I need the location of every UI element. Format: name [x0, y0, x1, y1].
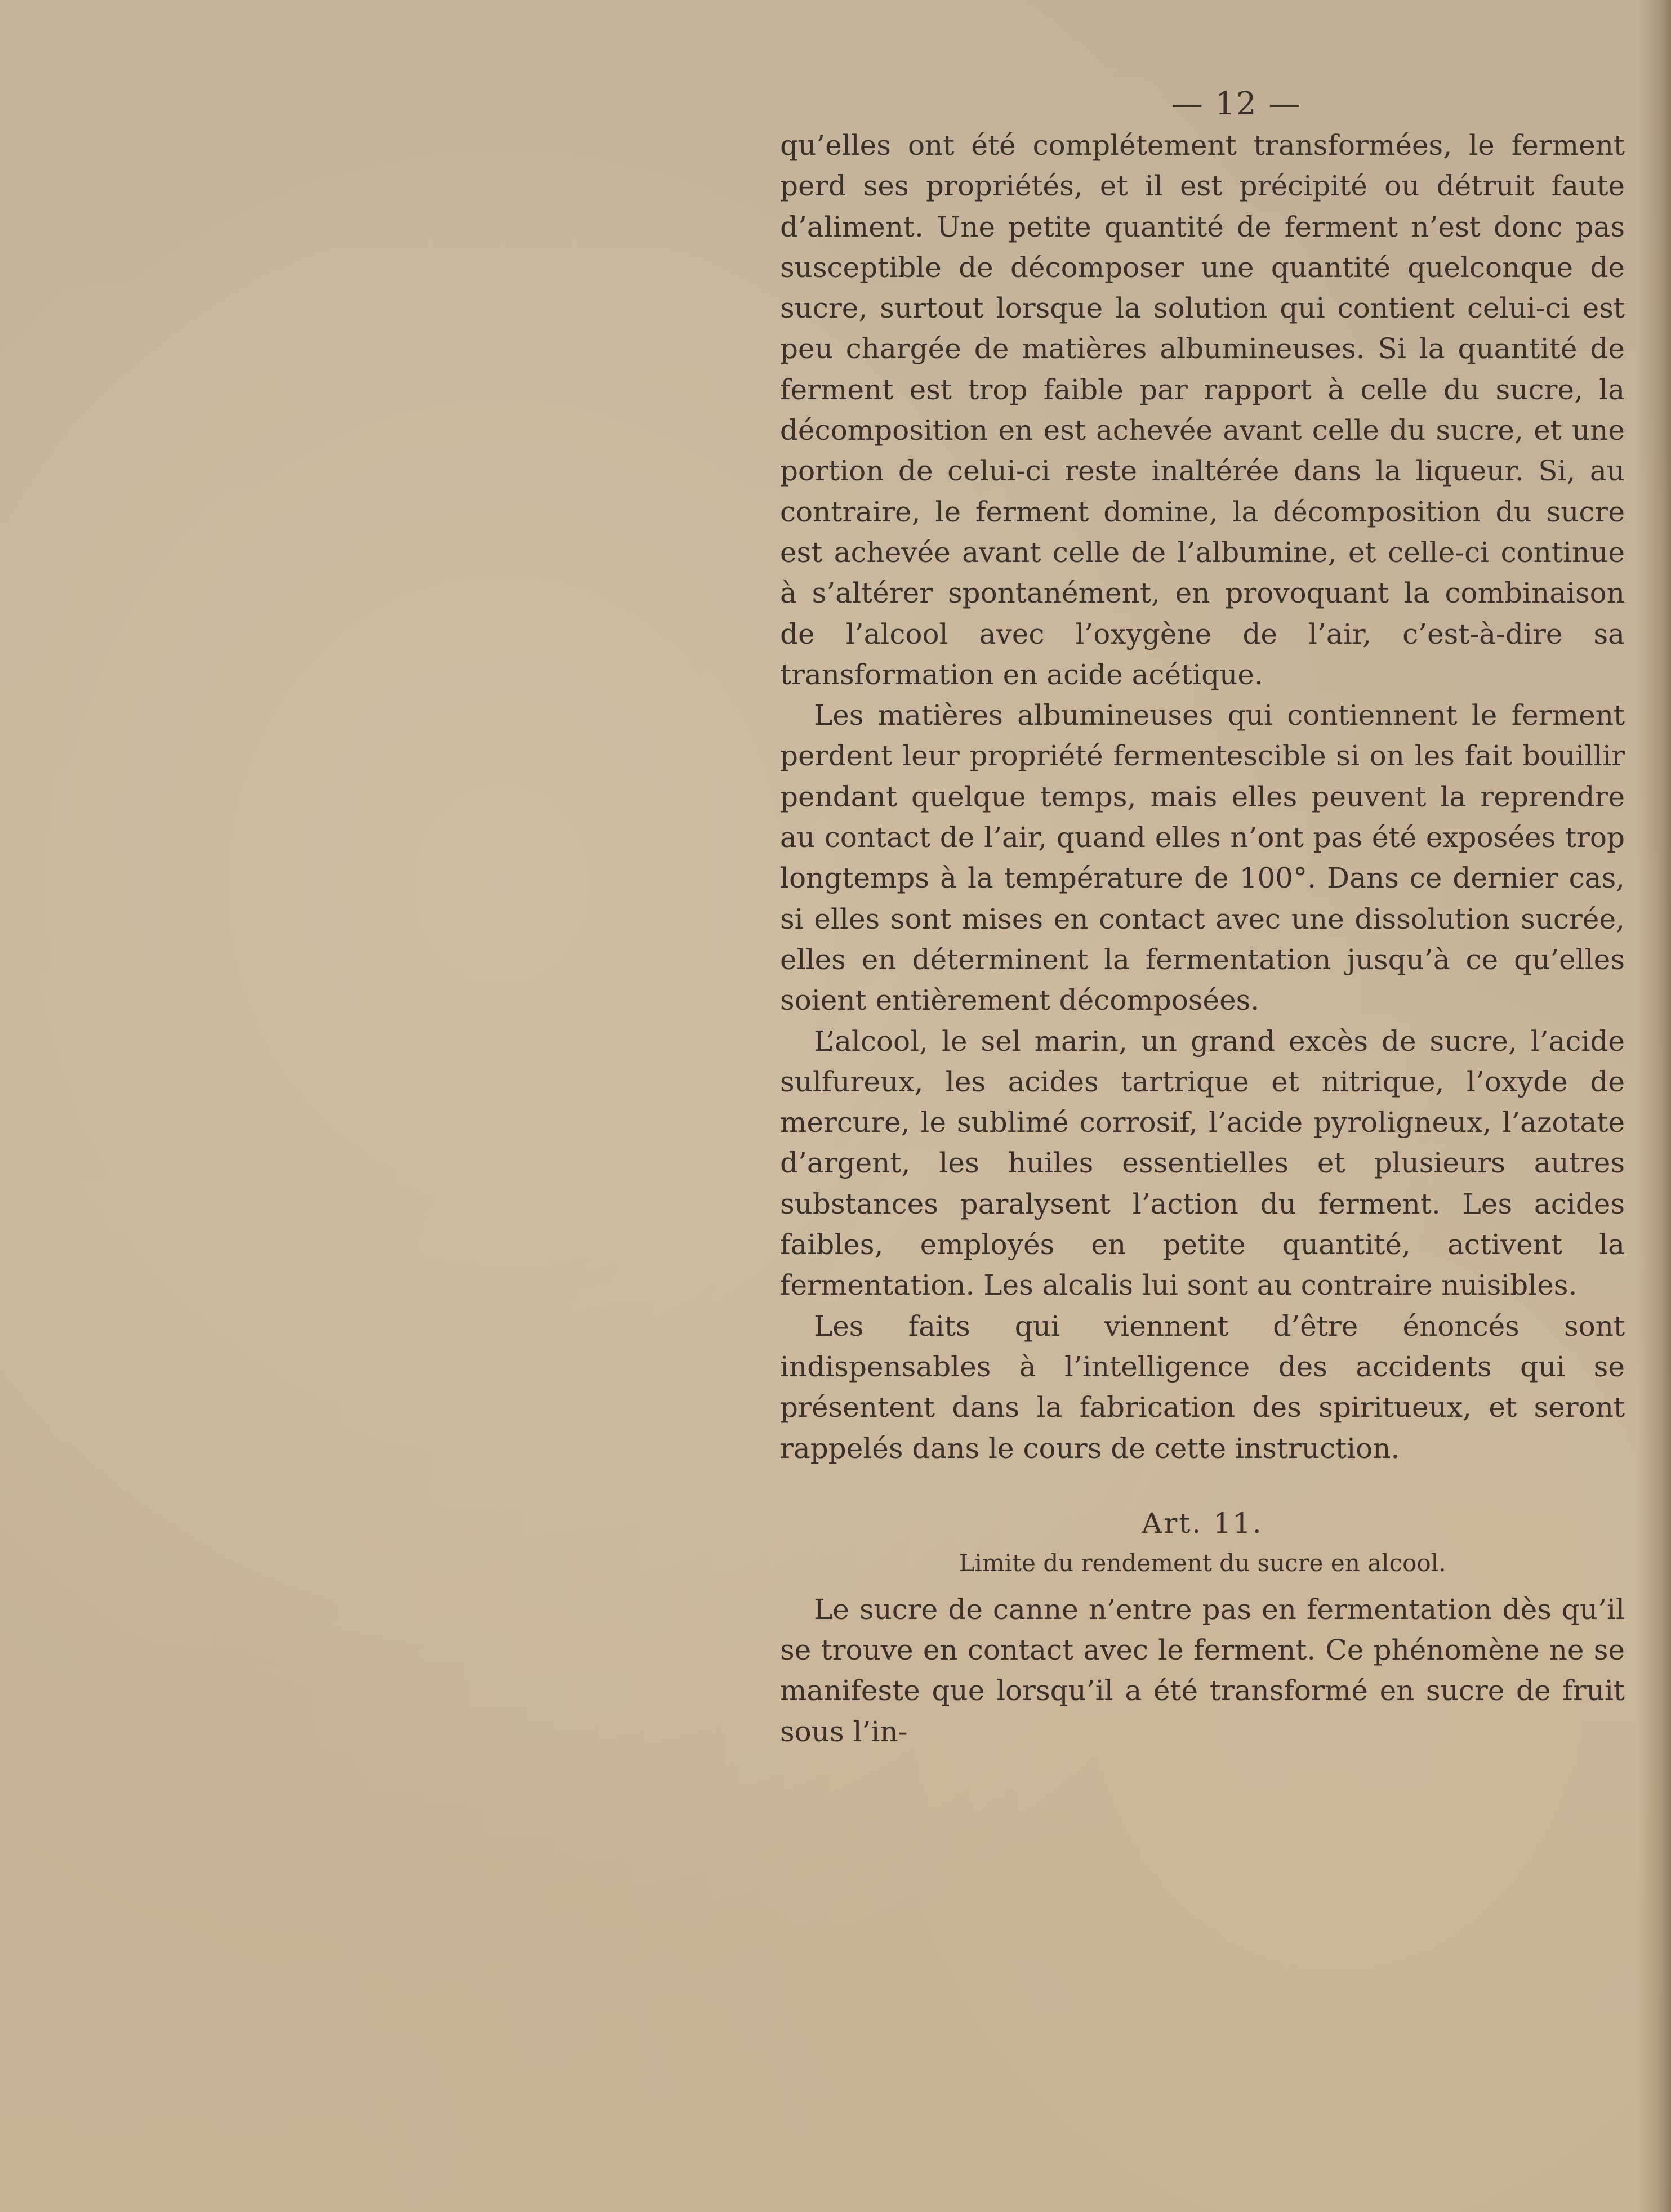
paragraph-inhibitors: L’alcool, le sel marin, un grand excès de sucre, l’acide sulfureux, les acides tartrique et nitrique, l’oxyde de mercure, le sublimé corrosif, l’acide pyroligneux, l’azotate d’argent, les huiles essentielles et plusieurs autres substances paralysent l’action du ferment. Les acides faibles, employés en petite quantité, activent la fermentation. Les alcalis lui sont au contraire nuisibles. — [780, 1024, 1625, 1302]
paragraph-article-body: Le sucre de canne n’entre pas en fermentation dès qu’il se trouve en contact avec le ferment. Ce phénomène ne se manifeste que lorsqu’il a été transformé en sucre de fruit sous l’in- — [780, 1593, 1625, 1748]
page-number: — 12 — — [1171, 86, 1302, 122]
article-subheading: Limite du rendement du sucre en alcool. — [959, 1549, 1446, 1577]
article-heading: Art. 11. — [1142, 1506, 1263, 1540]
page-edge-shadow — [1637, 0, 1671, 2212]
paragraph-continuation: qu’elles ont été complétement transformées, le ferment perd ses propriétés, et il est précipité ou détruit faute d’aliment. Une petite quantité de ferment n’est donc pas susceptible de décomposer une quantité quelconque de sucre, surtout lorsque la solution qui contient celui-ci est peu chargée de matières albumineuses. Si la quantité de ferment est trop faible par rapport à celle du sucre, la décomposition en est achevée avant celle du sucre, et une portion de celui-ci reste inaltérée dans la liqueur. Si, au contraire, le ferment domine, la décomposition du sucre est achevée avant celle de l’albumine, et celle-ci continue à s’altérer spontanément, en provoquant la combinaison de l’alcool avec l’oxygène de l’air, c’est-à-dire sa transformation en acide acétique. — [780, 129, 1625, 691]
paragraph-summary: Les faits qui viennent d’être énoncés sont indispensables à l’intelligence des accidents qui se présentent dans la fabrication des spiritueux, et seront rappelés dans le cours de cette instruction. — [780, 1309, 1625, 1465]
text-column — [780, 84, 1625, 1752]
paragraph-albumin: Les matières albumineuses qui contiennent le ferment perdent leur propriété fermentescible si on les fait bouillir pendant quelque temps, mais elles peuvent la reprendre au contact de l’air, quand elles n’ont pas été exposées trop longtemps à la température de 100°. Dans ce dernier cas, si elles sont mises en contact avec une dissolution sucrée, elles en déterminent la fermentation jusqu’à ce qu’elles soient entièrement décomposées. — [780, 699, 1625, 1017]
